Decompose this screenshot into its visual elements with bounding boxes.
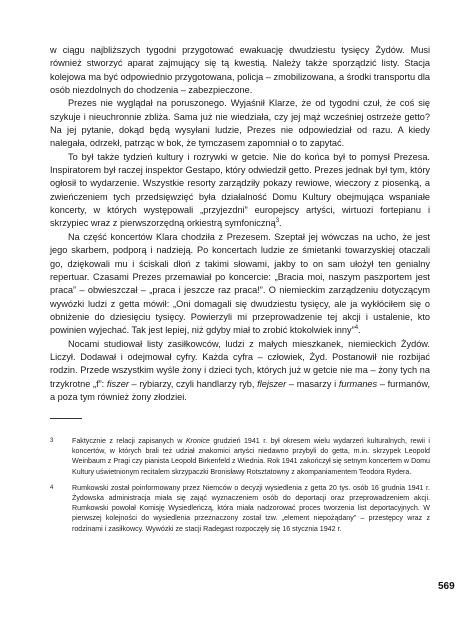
footnote-text — [72, 483, 430, 534]
footnote-ref-3[interactable]: 3 — [275, 218, 280, 225]
term-furmanes: furmanes — [338, 378, 378, 389]
paragraph-5 — [50, 338, 430, 405]
footnote-separator — [50, 418, 82, 419]
paragraph-2 — [50, 97, 430, 150]
paragraph-5-text-b: – rybiarzy, czyli handlarzy ryb, — [128, 378, 258, 389]
footnote-text — [72, 436, 430, 477]
footnote-4-text-a: Rumkowski został poinformowany przez Niemców o decyzji wysiedlenia z getta 20 tys. osób 16 grudnia 1941 r. Żydowska administracja miała się zająć wyznaczeniem osób do deportacji oraz przeprowadzeniem akcji. Rumkowski powołał Komisję Wysiedleńczą, która miała nadzorować proces tworzenia list deportacyjnych. W pierwszej kolejności do wysiedlenia przeznaczony został tzw. „element niepożądany” – przestępcy wraz z rodzinami i zasiłkowcy. Wywózki ze stacji Radegast rozpoczęły się 16 stycznia 1942 r. — [72, 483, 430, 533]
footnote-3-text-a: Faktycznie z relacji zapisanych w — [72, 437, 186, 445]
paragraph-5-text-c: – masarzy i — [286, 378, 339, 389]
paragraph-3-end: . — [279, 218, 282, 229]
paragraph-4-text: Na część koncertów Klara chodziła z Prezesem. Szeptał jej wówczas na ucho, że jest jego skarbem, podporą i nadzieją. Po koncertach ludzie ze śmietanki towarzyskiej otaczali go, dziękowali mu i ściskali dłoń z takimi słowami, jakby to on sam ułożył ten genialny repertuar. Czasami Prezes przemawiał po koncercie: „Bracia moi, naszym paszportem jest praca” – obwieszczał – „praca i jeszcze raz praca!”. O niemieckim zarządzeniu dotyczącym wywózki ludzi z getta mówił: „Oni domagali się dwudziestu tysięcy, ale ja wykłóciłem się o obniżenie do dziesięciu tysięcy. Powierzyli mi przeprowadzenie tej akcji i ustalenie, kto powinien wyjechać. Tak jest lepiej, niż gdyby miał to zrobić ktokolwiek inny” — [50, 231, 430, 336]
page-number: 569 — [438, 581, 455, 592]
main-text — [50, 44, 430, 404]
paragraph-4-end: . — [358, 325, 361, 336]
term-fiszer: fiszer — [106, 378, 129, 389]
footnote-3 — [50, 436, 430, 477]
footnote-4 — [50, 483, 430, 534]
paragraph-1-text: w ciągu najbliższych tygodni przygotować ewakuację dwudziestu tysięcy Żydów. Musi również stworzyć aparat zajmujący się tą kwestią. Należy także sporządzić listy. Stacja kolejowa ma być odpowiednio przygotowana, policja – zmobilizowana, a środki transportu dla osób niezdolnych do chodzenia – zabezpieczone. — [50, 45, 430, 96]
footnote-3-text-b: grudzień 1941 r. był okresem wielu wydarzeń kulturalnych, rewii i koncertów, w których brali też udział znakomici artyści niedawno przybyli do getta, m.in. skrzypek Leopold Weinbaum z Pragi czy pianista Leopold Birkenfeld z Wiednia. Rok 1941 zakończył się setnym koncertem w Domu Kultury uświetnionym recitalem skrzypaczki Bronisławy Rotsztatowny z akompaniamentem Teodora Rydera. — [72, 437, 431, 476]
term-flejszer: flejszer — [257, 378, 287, 389]
footnote-number: 3 — [50, 438, 54, 444]
footnote-number: 4 — [50, 484, 54, 491]
paragraph-5-text-a: Nocami studiował listy zasiłkowców, ludzi z małych mieszkanek, niemieckich Żydów. Liczył. Dodawał i odejmował cyfry. Każda cyfra – człowiek, Żyd. Postanowił nie rozbijać rodzin. Przede wszystkim wyśle żony i dzieci tych, których już w getcie nie ma – żony tych na trzykrotne „f”: — [50, 338, 430, 389]
paragraph-3-text: To był także tydzień kultury i rozrywki w getcie. Nie do końca był to pomysł Prezesa. Inspiratorem był raczej inspektor Gestapo, który odwiedził getto. Prezes jednak był tym, który ogłosił to wydarzenie. Wszystkie resorty zarządziły pokazy rewiowe, wieczory z piosenką, a zwieńczeniem tych przedsięwzięć była działalność Domu Kultury obejmująca wspaniałe koncerty, w których występowali „przyjezdni” europejscy artyści, wirtuozi fortepianu i skrzypiec wraz z pierwszorzędną orkiestrą symfoniczną — [50, 151, 430, 229]
paragraph-5-text-d: – furmanów, a poza tym również żony złodziei. — [50, 378, 430, 402]
paragraph-4 — [50, 231, 430, 338]
paragraph-3 — [50, 151, 430, 231]
footnote-3-italic: Kronice — [185, 437, 210, 445]
footnotes — [50, 436, 430, 540]
paragraph-1 — [50, 44, 430, 97]
footnote-ref-4[interactable]: 4 — [354, 325, 359, 332]
paragraph-2-text: Prezes nie wyglądał na poruszonego. Wyjaśnił Klarze, że od tygodni czuł, że coś się szykuje i nieuchronnie zbliża. Sama już nie wiedziała, czy jej mąż wcześniej ostrzeże getto? Na jej pytanie, dokąd będą wysyłani ludzie, Prezes nie odpowiedział od razu. A kiedy nalegała, odrzekł, patrząc w bok, że tymczasem zapomniał o to zapytać. — [50, 98, 430, 149]
